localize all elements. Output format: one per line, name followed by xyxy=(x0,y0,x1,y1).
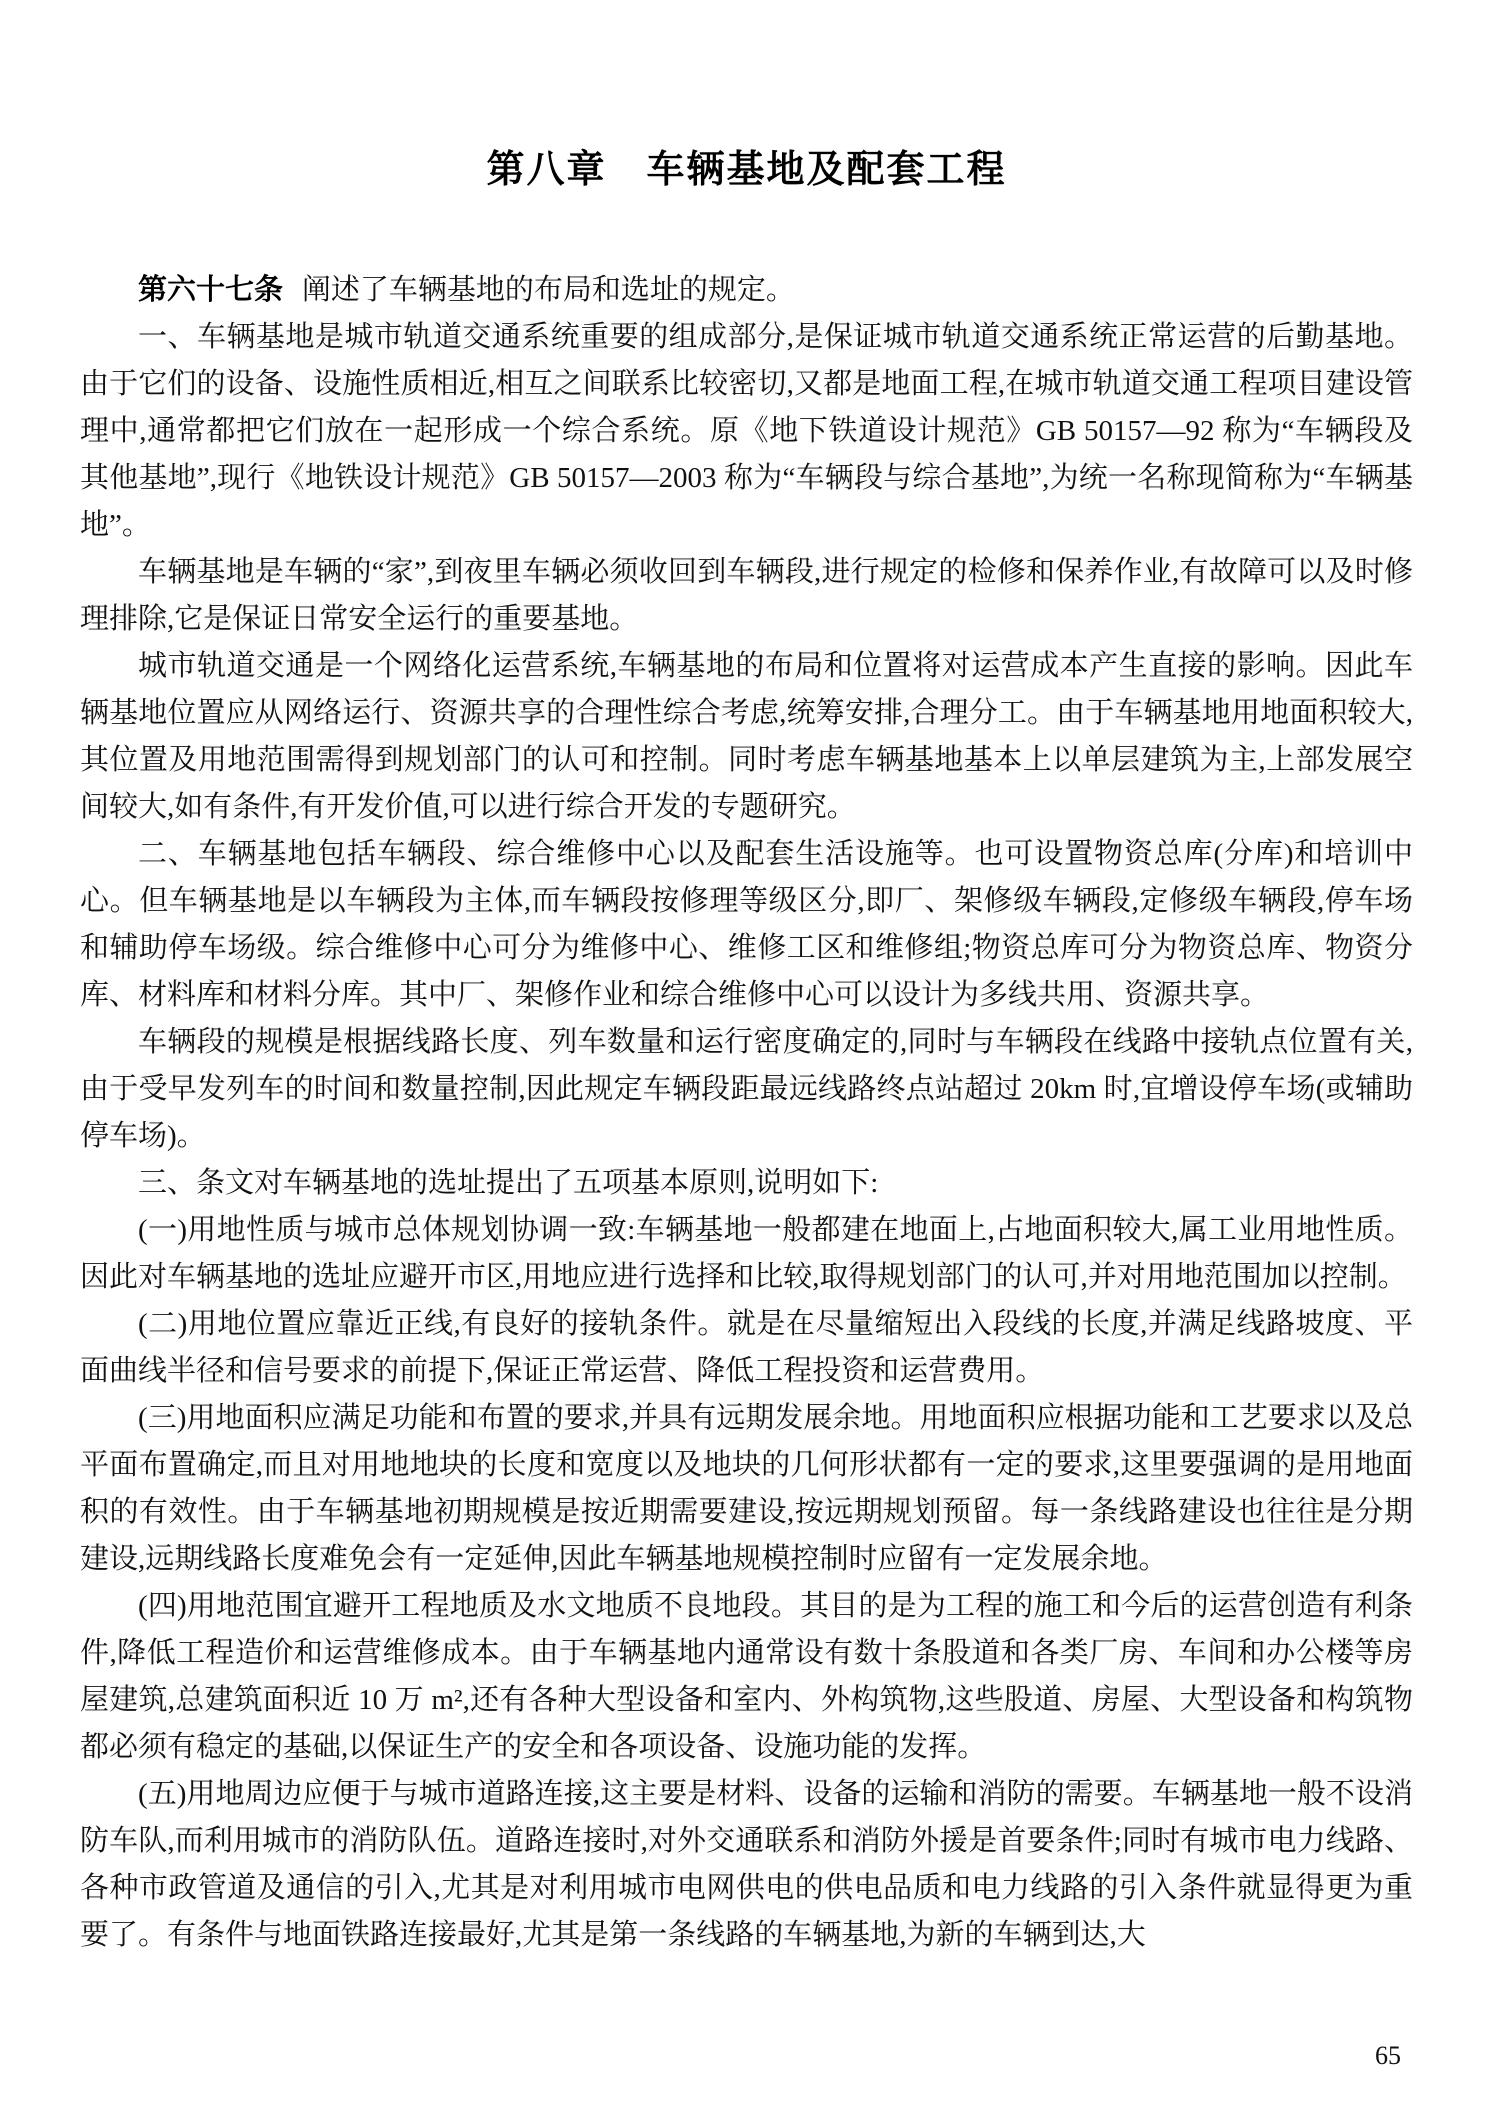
article-intro-text: 阐述了车辆基地的布局和选址的规定。 xyxy=(301,274,795,306)
paragraph-6: 三、条文对车辆基地的选址提出了五项基本原则,说明如下: xyxy=(138,1167,879,1199)
paragraph-3: 城市轨道交通是一个网络化运营系统,车辆基地的布局和位置将对运营成本产生直接的影响。因此车辆基地位置应从网络运行、资源共享的合理性综合考虑,统筹安排,合理分工。由于车辆基地用地面积较大,其位置及用地范围需得到规划部门的认可和控制。同时考虑车辆基地基本上以单层建筑为主,上部发展空间较大,如有条件,有开发价值,可以进行综合开发的专题研究。 xyxy=(80,650,1413,823)
article-number-label: 第六十七条 xyxy=(138,274,284,306)
article-paragraph xyxy=(80,267,1413,314)
paragraph-9: (三)用地面积应满足功能和布置的要求,并具有远期发展余地。用地面积应根据功能和工艺要求以及总平面布置确定,而且对用地地块的长度和宽度以及地块的几何形状都有一定的要求,这里要强调的是用地面积的有效性。由于车辆基地初期规模是按近期需要建设,按远期规划预留。每一条线路建设也往往是分期建设,远期线路长度难免会有一定延伸,因此车辆基地规模控制时应留有一定发展余地。 xyxy=(80,1402,1413,1575)
page-number: 65 xyxy=(1375,2041,1401,2070)
paragraph-7: (一)用地性质与城市总体规划协调一致:车辆基地一般都建在地面上,占地面积较大,属工业用地性质。因此对车辆基地的选址应避开市区,用地应进行选择和比较,取得规划部门的认可,并对用地范围加以控制。 xyxy=(80,1214,1413,1293)
paragraph-10: (四)用地范围宜避开工程地质及水文地质不良地段。其目的是为工程的施工和今后的运营创造有利条件,降低工程造价和运营维修成本。由于车辆基地内通常设有数十条股道和各类厂房、车间和办公楼等房屋建筑,总建筑面积近 10 万 m²,还有各种大型设备和室内、外构筑物,这些股道、房屋、大型设备和构筑物都必须有稳定的基础,以保证生产的安全和各项设备、设施功能的发挥。 xyxy=(80,1590,1413,1763)
paragraph-1: 一、车辆基地是城市轨道交通系统重要的组成部分,是保证城市轨道交通系统正常运营的后勤基地。由于它们的设备、设施性质相近,相互之间联系比较密切,又都是地面工程,在城市轨道交通工程项目建设管理中,通常都把它们放在一起形成一个综合系统。原《地下铁道设计规范》GB 50157—92 称为“车辆段及其他基地”,现行《地铁设计规范》GB 50157—2003 称为“车辆段与综合基地”,为统一名称现简称为“车辆基地”。 xyxy=(80,321,1413,541)
paragraph-11: (五)用地周边应便于与城市道路连接,这主要是材料、设备的运输和消防的需要。车辆基地一般不设消防车队,而利用城市的消防队伍。道路连接时,对外交通联系和消防外援是首要条件;同时有城市电力线路、各种市政管道及通信的引入,尤其是对利用城市电网供电的供电品质和电力线路的引入条件就显得更为重要了。有条件与地面铁路连接最好,尤其是第一条线路的车辆基地,为新的车辆到达,大 xyxy=(80,1778,1413,1951)
paragraph-8: (二)用地位置应靠近正线,有良好的接轨条件。就是在尽量缩短出入段线的长度,并满足线路坡度、平面曲线半径和信号要求的前提下,保证正常运营、降低工程投资和运营费用。 xyxy=(80,1308,1413,1387)
paragraph-4: 二、车辆基地包括车辆段、综合维修中心以及配套生活设施等。也可设置物资总库(分库)和培训中心。但车辆基地是以车辆段为主体,而车辆段按修理等级区分,即厂、架修级车辆段,定修级车辆段,停车场和辅助停车场级。综合维修中心可分为维修中心、维修工区和维修组;物资总库可分为物资总库、物资分库、材料库和材料分库。其中厂、架修作业和综合维修中心可以设计为多线共用、资源共享。 xyxy=(80,838,1413,1011)
chapter-title: 第八章 车辆基地及配套工程 xyxy=(486,149,1007,191)
paragraph-5: 车辆段的规模是根据线路长度、列车数量和运行密度确定的,同时与车辆段在线路中接轨点位置有关,由于受早发列车的时间和数量控制,因此规定车辆段距最远线路终点站超过 20km 时,宜增设停车场(或辅助停车场)。 xyxy=(80,1026,1413,1152)
paragraph-2: 车辆基地是车辆的“家”,到夜里车辆必须收回到车辆段,进行规定的检修和保养作业,有故障可以及时修理排除,它是保证日常安全运行的重要基地。 xyxy=(80,556,1413,635)
page-content xyxy=(80,267,1413,1959)
